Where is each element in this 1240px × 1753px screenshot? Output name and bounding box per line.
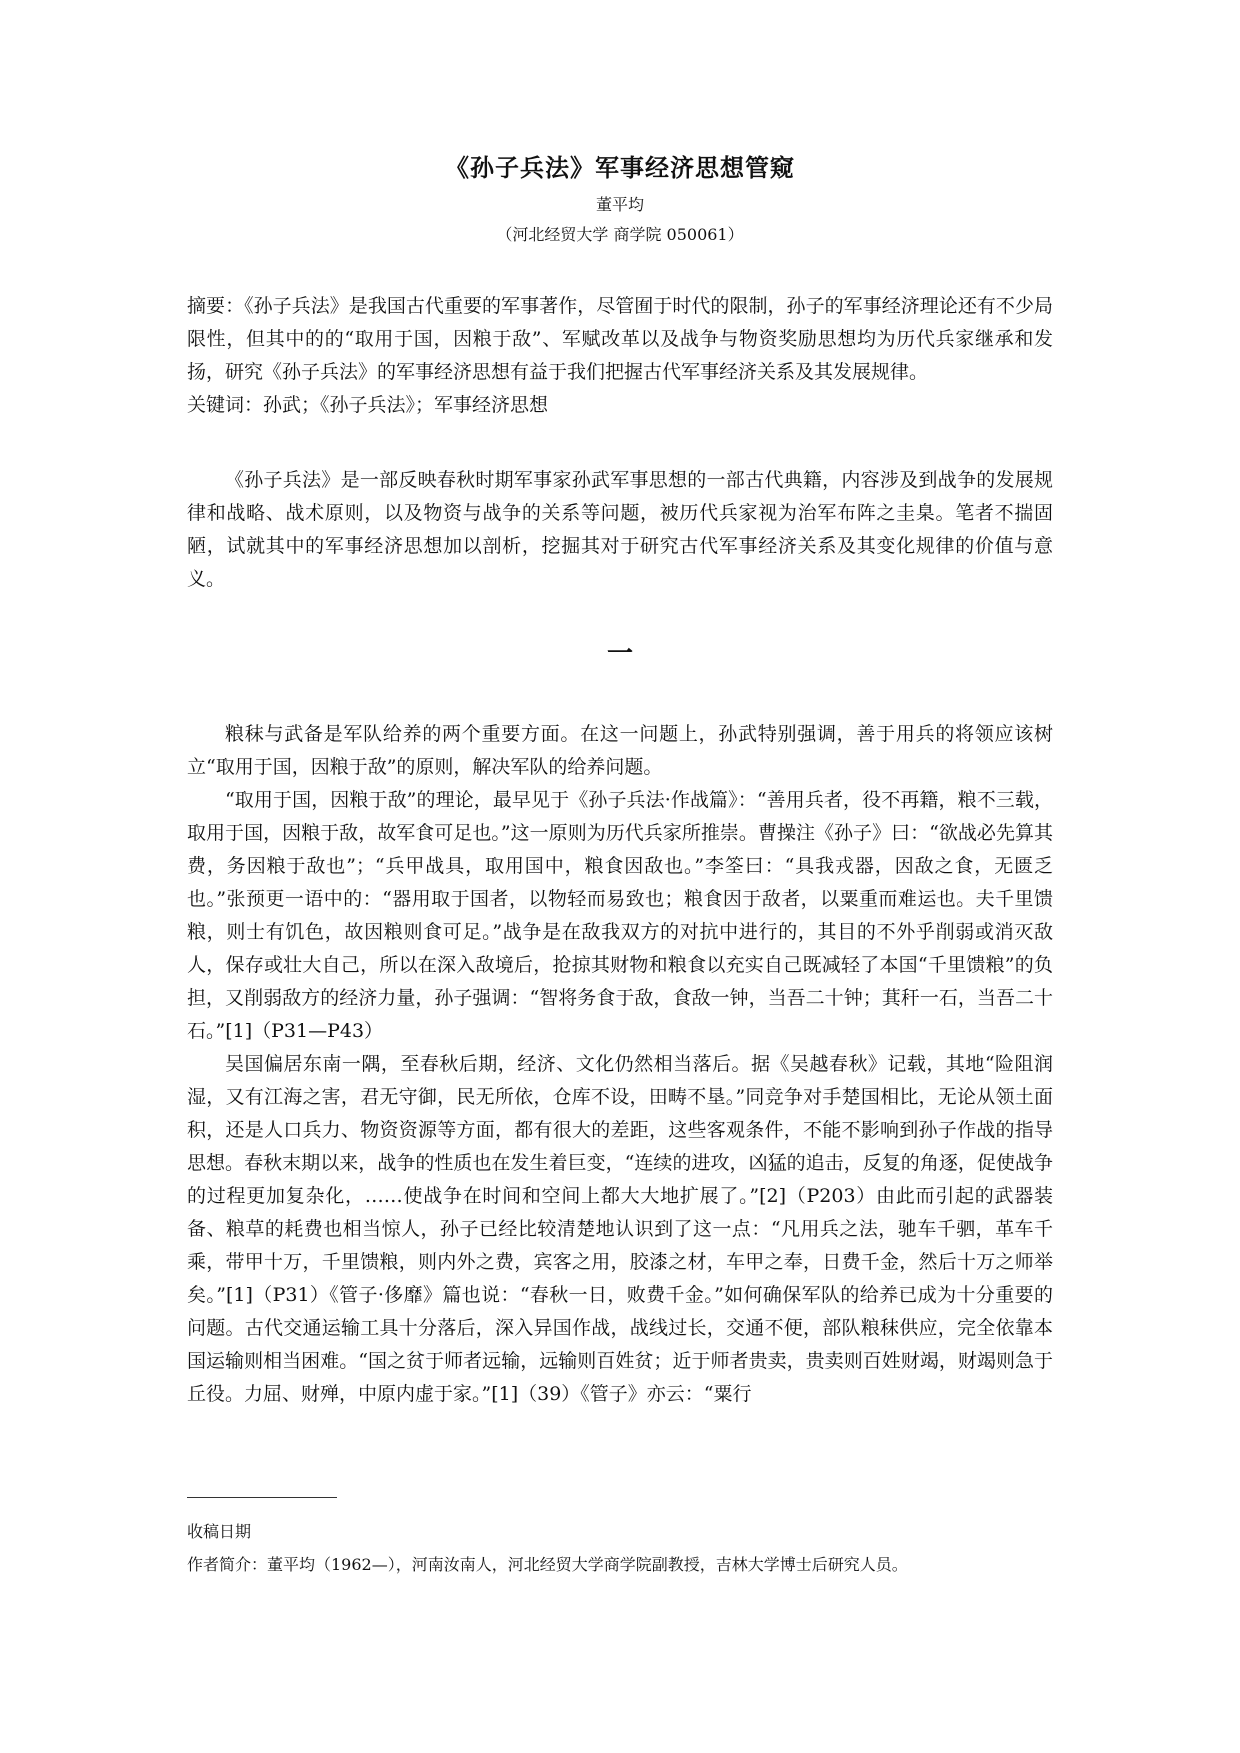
section-number: 一 bbox=[606, 639, 633, 669]
paper-title: 《孙子兵法》军事经济思想管窥 bbox=[445, 153, 795, 182]
author-name: 董平均 bbox=[595, 195, 644, 214]
section-body bbox=[187, 718, 1053, 1411]
author-bio: 作者简介：董平均（1962—），河南汝南人，河北经贸大学商学院副教授，吉林大学博士后研究人员。 bbox=[187, 1555, 908, 1574]
intro-paragraph: 《孙子兵法》是一部反映春秋时期军事家孙武军事思想的一部古代典籍，内容涉及到战争的发展规律和战略、战术原则，以及物资与战争的关系等问题，被历代兵家视为治军布阵之圭臬。笔者不揣固陋，试就其中的军事经济思想加以剖析，挖掘其对于研究古代军事经济关系及其变化规律的价值与意义。 bbox=[187, 469, 1053, 590]
footnote-divider bbox=[187, 1497, 337, 1498]
body-paragraph-3: 吴国偏居东南一隅，至春秋后期，经济、文化仍然相当落后。据《吴越春秋》记载，其地“险阻润湿，又有江海之害，君无守御，民无所依，仓库不设，田畴不垦。”同竞争对手楚国相比，无论从领土面积，还是人口兵力、物资资源等方面，都有很大的差距，这些客观条件，不能不影响到孙子作战的指导思想。春秋末期以来，战争的性质也在发生着巨变，“连续的进攻，凶猛的追击，反复的角逐，促使战争的过程更加复杂化，……使战争在时间和空间上都大大地扩展了。”[2]（P203）由此而引起的武器装备、粮草的耗费也相当惊人，孙子已经比较清楚地认识到了这一点：“凡用兵之法，驰车千驷，革车千乘，带甲十万，千里馈粮，则内外之费，宾客之用，胶漆之材，车甲之奉，日费千金，然后十万之师举矣。”[1]（P31）《管子·侈靡》篇也说：“春秋一日，败费千金。”如何确保军队的给养已成为十分重要的问题。古代交通运输工具十分落后，深入异国作战，战线过长，交通不便，部队粮秣供应，完全依靠本国运输则相当困难。“国之贫于师者远输，远输则百姓贫；近于师者贵卖，贵卖则百姓财竭，财竭则急于丘役。力屈、财殚，中原内虚于家。”[1]（39）《管子》亦云：“粟行 bbox=[187, 1053, 1053, 1405]
abstract: 摘要：《孙子兵法》是我国古代重要的军事著作，尽管囿于时代的限制，孙子的军事经济理论还有不少局限性，但其中的的“取用于国，因粮于敌”、军赋改革以及战争与物资奖励思想均为历代兵家继承和发扬，研究《孙子兵法》的军事经济思想有益于我们把握古代军事经济关系及其发展规律。 bbox=[187, 295, 1053, 383]
author-affiliation: （河北经贸大学 商学院 050061） bbox=[496, 225, 744, 244]
body-paragraph-1: 粮秣与武备是军队给养的两个重要方面。在这一问题上，孙武特别强调，善于用兵的将领应该树立“取用于国，因粮于敌”的原则，解决军队的给养问题。 bbox=[187, 723, 1053, 778]
received-date: 收稿日期 bbox=[187, 1522, 252, 1541]
keywords: 关键词：孙武；《孙子兵法》；军事经济思想 bbox=[187, 394, 549, 416]
footnotes bbox=[187, 1515, 1053, 1581]
paper-content bbox=[187, 150, 1053, 1411]
body-paragraph-2: “取用于国，因粮于敌”的理论，最早见于《孙子兵法·作战篇》：“善用兵者，役不再籍，粮不三载，取用于国，因粮于敌，故军食可足也。”这一原则为历代兵家所推崇。曹操注《孙子》曰：“欲战必先算其费，务因粮于敌也”；“兵甲战具，取用国中，粮食因敌也。”李筌曰：“具我戎器，因敌之食，无匮乏也。”张预更一语中的：“器用取于国者，以物轻而易致也；粮食因于敌者，以粟重而难运也。夫千里馈粮，则士有饥色，故因粮则食可足。”战争是在敌我双方的对抗中进行的，其目的不外乎削弱或消灭敌人，保存或壮大自己，所以在深入敌境后，抢掠其财物和粮食以充实自己既减轻了本国“千里馈粮”的负担，又削弱敌方的经济力量，孙子强调：“智将务食于敌，食敌一钟，当吾二十钟；萁秆一石，当吾二十石。”[1]（P31—P43） bbox=[187, 789, 1053, 1042]
